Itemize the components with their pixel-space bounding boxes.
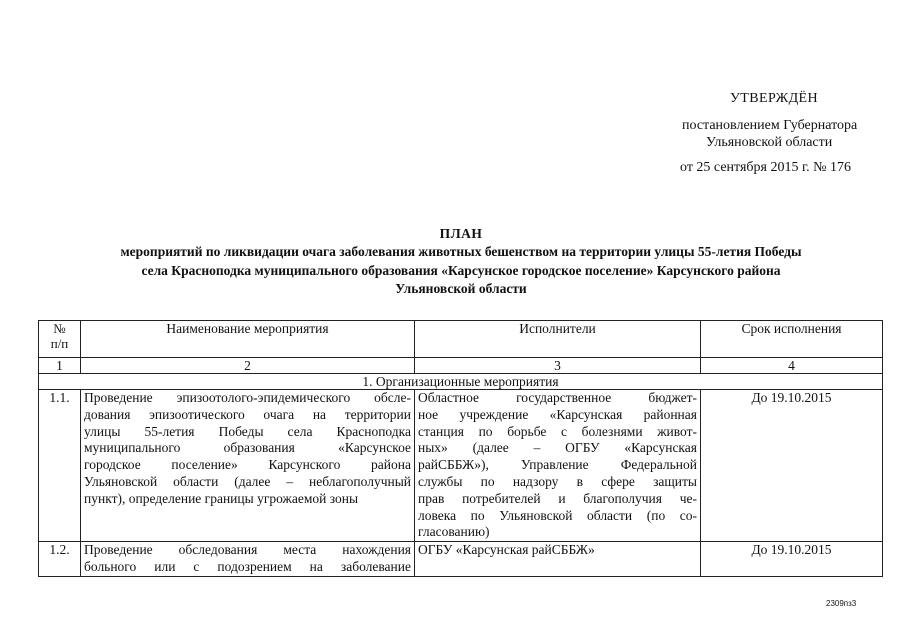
column-numbers-row xyxy=(39,358,883,374)
row-executors xyxy=(415,542,701,577)
row-executor-line: службы по надзору в сфере защиты xyxy=(418,473,697,489)
column-number: 4 xyxy=(701,358,883,374)
plan-table xyxy=(38,320,883,577)
table-header-row xyxy=(39,321,883,358)
row-executor-line: станция по борьбе с болезнями живот- xyxy=(418,423,697,439)
header-term: Срок исполнения xyxy=(701,321,883,358)
approval-line-1: постановлением Губернатора xyxy=(682,118,858,133)
row-index: 1.1. xyxy=(39,390,81,542)
row-name-line: дования эпизоотического очага на территории xyxy=(84,406,411,422)
row-term: До 19.10.2015 xyxy=(701,542,883,577)
approval-title: УТВЕРЖДЁН xyxy=(730,91,819,106)
row-executors xyxy=(415,390,701,542)
row-executor-line: гласованию) xyxy=(418,524,490,540)
column-number: 2 xyxy=(81,358,415,374)
row-name-line: пункт), определение границы угрожаемой зоны xyxy=(84,490,359,506)
plan-subtitle-line-1: мероприятий по ликвидации очага заболевания животных бешенством на территории улицы 55-летия Победы xyxy=(120,244,802,259)
row-name-line: муниципального образования «Карсунское xyxy=(84,440,411,456)
row-executor-line: ное учреждение «Карсунская районная xyxy=(418,406,697,422)
table-row xyxy=(39,542,883,577)
column-number: 1 xyxy=(39,358,81,374)
row-name-line: городское поселение» Карсунского района xyxy=(84,457,411,473)
header-executors: Исполнители xyxy=(415,321,701,358)
row-executor-line: ОГБУ «Карсунская райСББЖ» xyxy=(418,542,595,558)
row-name-line: Проведение эпизоотолого-эпидемического обсле- xyxy=(84,390,411,405)
row-name-line: больного или с подозрением на заболевание xyxy=(84,558,411,574)
document-code: 2309пз3 xyxy=(826,599,857,608)
plan-title: ПЛАН xyxy=(439,226,483,241)
row-name xyxy=(81,542,415,577)
row-name-line: Ульяновской области (далее – неблагополучный xyxy=(84,473,411,489)
table-row xyxy=(39,390,883,542)
row-name-line: улицы 55-летия Победы села Красноподка xyxy=(84,423,411,439)
column-number: 3 xyxy=(415,358,701,374)
row-executor-line: ловека по Ульяновской области (по со- xyxy=(418,507,697,523)
header-name: Наименование мероприятия xyxy=(81,321,415,358)
row-executor-line: прав потребителей и благополучия че- xyxy=(418,490,697,506)
row-term: До 19.10.2015 xyxy=(701,390,883,542)
approval-line-2: Ульяновской области xyxy=(706,135,833,150)
plan-subtitle-line-3: Ульяновской области xyxy=(395,281,527,296)
row-index: 1.2. xyxy=(39,542,81,577)
row-name-line: Проведение обследования места нахождения xyxy=(84,542,411,558)
row-executor-line: ных» (далее – ОГБУ «Карсунская xyxy=(418,440,697,456)
plan-subtitle-line-2: села Красноподка муниципального образования «Карсунское городское поселение» Карсунского района xyxy=(141,263,781,278)
header-number-line-1: № xyxy=(53,321,66,336)
row-executor-line: райСББЖ»), Управление Федеральной xyxy=(418,457,697,473)
row-executor-line: Областное государственное бюджет- xyxy=(418,390,697,405)
section-row xyxy=(39,374,883,390)
header-number-line-2: п/п xyxy=(50,336,69,351)
approval-line-3: от 25 сентября 2015 г. № 176 xyxy=(680,160,851,175)
section-title: 1. Организационные мероприятия xyxy=(39,374,883,390)
header-number xyxy=(39,321,81,358)
row-name xyxy=(81,390,415,542)
